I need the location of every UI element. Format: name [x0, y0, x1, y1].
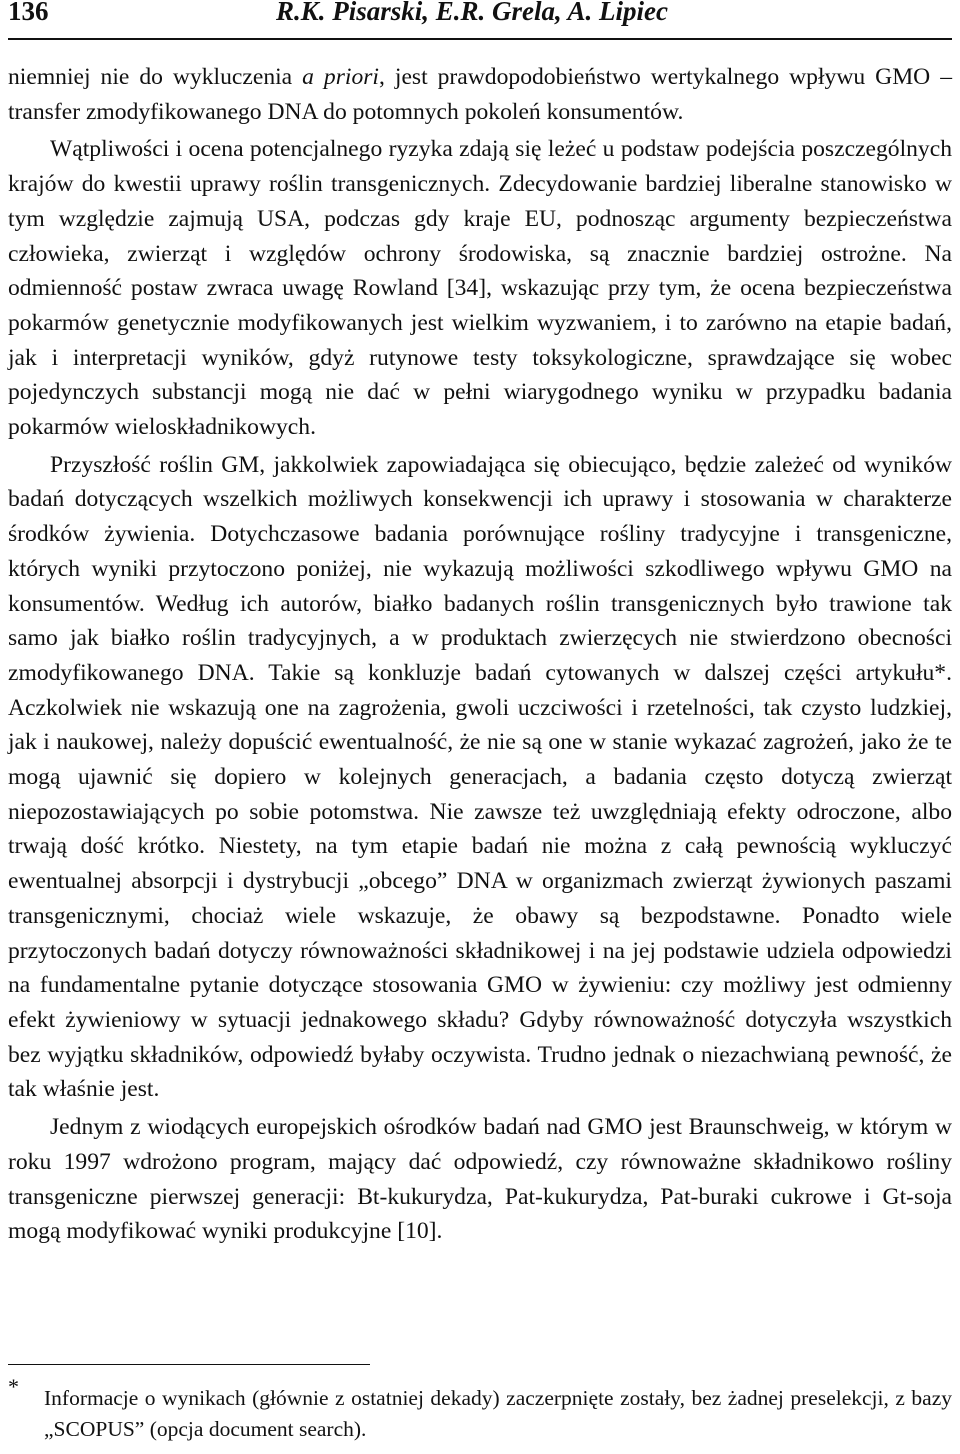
footnote-text: Informacje o wynikach (głównie z ostatniej dekady) zaczerpnięte zostały, bez żadnej preselekcji, z bazy „SCOPUS” (opcja document search).	[44, 1386, 952, 1441]
paragraph-3: Przyszłość roślin GM, jakkolwiek zapowiadająca się obiecująco, będzie zależeć od wyników badań dotyczących wszelkich możliwych konsekwencji ich uprawy i stosowania w charakterze środków żywienia. Dotychczasowe badania porównujące rośliny tradycyjne i transgeniczne, których wyniki przytoczono poniżej, nie wykazują możliwości szkodliwego wpływu GMO na konsumentów. Według ich autorów, białko badanych roślin transgenicznych było trawione tak samo jak białko roślin tradycyjnych, a w produktach zwierzęcych nie stwierdzono obecności zmodyfikowanego DNA. Takie są konkluzje badań cytowanych w dalszej części artykułu*. Aczkolwiek nie wskazują one na zagrożenia, gwoli uczciwości i rzetelności, tak czysto ludzkiej, jak i naukowej, należy dopuścić ewentualność, że nie są one w stanie wykazać zagrożeń, jako że te mogą ujawnić się dopiero w kolejnych generacjach, a badania często dotyczą zwierząt niepozostawiających po sobie potomstwa. Nie zawsze też uwzględniają efekty odroczone, albo trwają dość krótko. Niestety, na tym etapie badań nie można z całą pewnością wykluczyć ewentualnej absorpcji i dystrybucji „obcego” DNA w organizmach zwierząt żywionych paszami transgenicznymi, chociaż wiele wskazuje, że obawy są bezpodstawne. Ponadto wiele przytoczonych badań dotyczy równoważności składnikowej i na jej podstawie udziela odpowiedzi na fundamentalne pytanie dotyczące stosowania GMO w żywieniu: czy możliwy jest odmienny efekt żywieniowy w sytuacji jednakowego składu? Gdyby równoważność dotyczyła wszystkich bez wyjątku składników, odpowiedź byłaby oczywista. Trudno jednak o niezachwianą pewność, że tak właśnie jest.	[8, 451, 952, 1103]
footnote-rule	[8, 1364, 370, 1365]
footnote	[8, 1374, 952, 1445]
paragraph-2: Wątpliwości i ocena potencjalnego ryzyka zdają się leżeć u podstaw podejścia poszczególnych krajów do kwestii uprawy roślin transgenicznych. Zdecydowanie bardziej liberalne stanowisko w tym względzie zajmują USA, podczas gdy kraje EU, podnosząc argumenty bezpieczeństwa człowieka, zwierząt i względów ochrony środowiska, są znacznie bardziej ostrożne. Na odmienność postaw zwraca uwagę Rowland [34], wskazując przy tym, że ocena bezpieczeństwa pokarmów genetycznie modyfikowanych jest wielkim wyzwaniem, i to zarówno na etapie badań, jak i interpretacji wyników, gdyż rutynowe testy toksykologiczne, sprawdzające się wobec pojedynczych substancji mogą nie dać w pełni wiarygodnego wyniku w przypadku badania pokarmów wieloskładnikowych.	[8, 136, 952, 441]
paragraph-1-start: niemniej nie do wykluczenia	[8, 64, 303, 90]
header-rule	[8, 38, 952, 40]
paragraph-4: Jednym z wiodących europejskich ośrodków badań nad GMO jest Braunschweig, w którym w roku 1997 wdrożono program, mający dać odpowiedź, czy równoważne składnikowo rośliny transgeniczne pierwszej generacji: Bt-kukurydza, Pat-kukurydza, Pat-buraki cukrowe i Gt-soja mogą modyfikować wyniki produkcyjne [10].	[8, 1114, 952, 1245]
page-number: 136	[8, 0, 49, 26]
page-header	[8, 0, 952, 34]
footnote-mark: *	[8, 1374, 19, 1399]
paragraph-1	[8, 60, 952, 129]
running-title: R.K. Pisarski, E.R. Grela, A. Lipiec	[276, 0, 669, 26]
italic-phrase: a priori	[302, 64, 379, 90]
body-text	[8, 60, 952, 1249]
paragraph-1-end: , jest prawdopodobieństwo wertykalnego wpływu GMO – transfer zmodyfikowanego DNA do potomnych pokoleń konsumentów.	[8, 64, 952, 125]
